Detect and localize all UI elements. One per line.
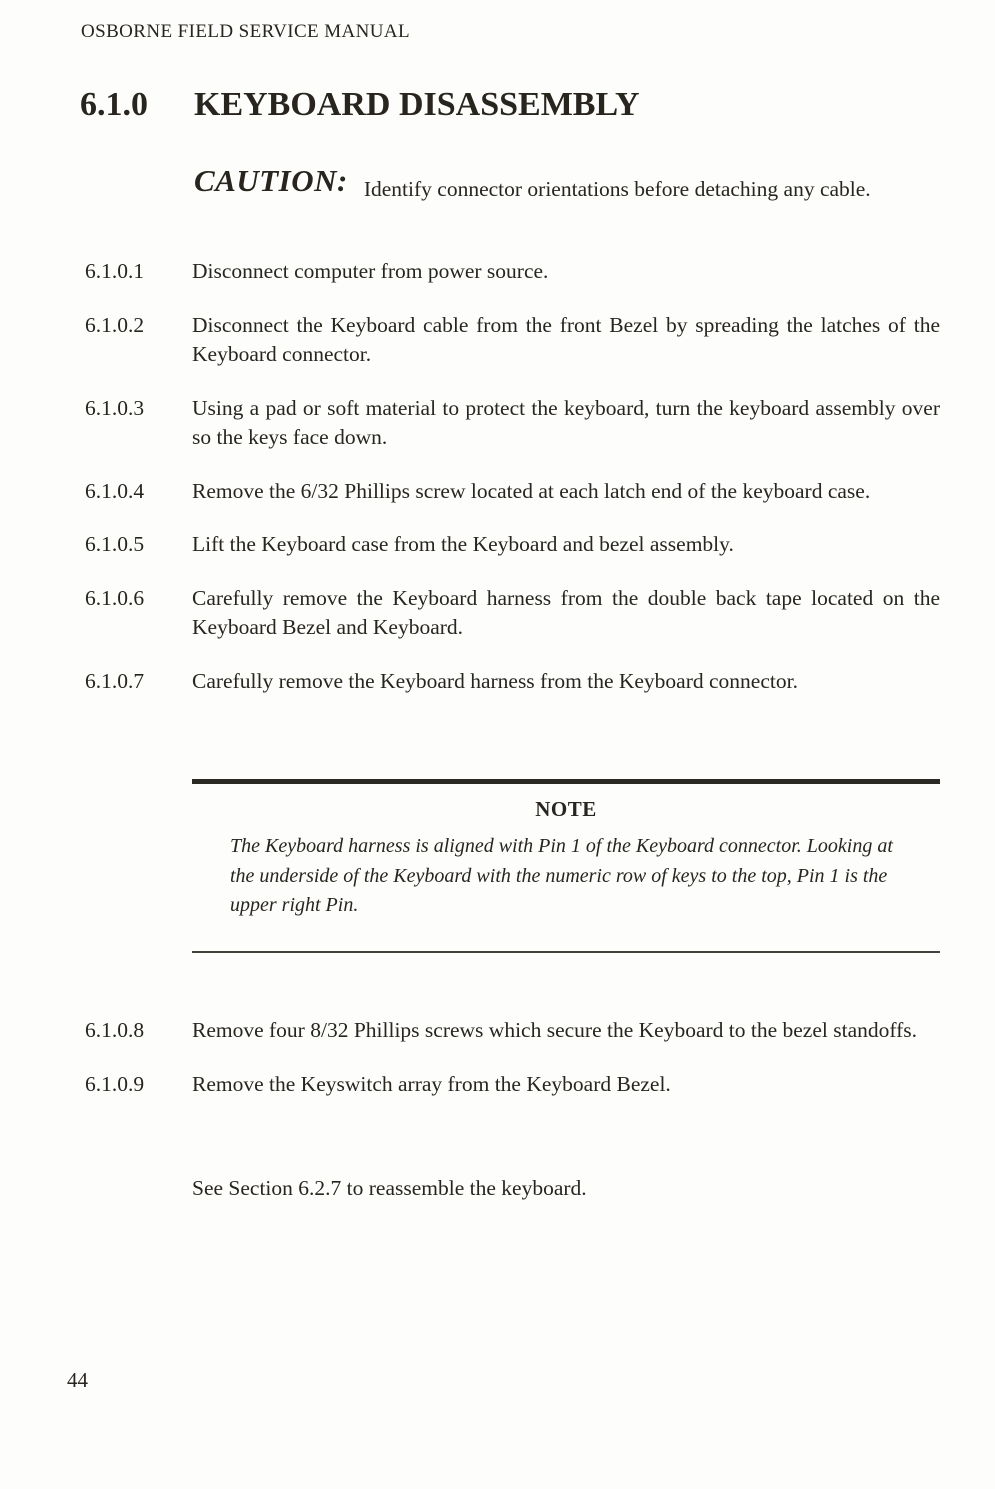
step-6-1-0-3 <box>85 394 940 453</box>
step-6-1-0-2 <box>85 311 940 370</box>
step-text: Disconnect the Keyboard cable from the front Bezel by spreading the latches of the Keyboard connector. <box>192 312 940 366</box>
step-number: 6.1.0.4 <box>85 478 145 503</box>
step-number: 6.1.0.5 <box>85 532 145 556</box>
step-6-1-0-5 <box>85 530 940 560</box>
step-text: Remove four 8/32 Phillips screws which secure the Keyboard to the bezel standoffs. <box>192 1018 918 1042</box>
step-number: 6.1.0.6 <box>85 585 145 610</box>
closing-line: See Section 6.2.7 to reassemble the keyboard. <box>192 1176 587 1200</box>
step-number: 6.1.0.7 <box>85 668 145 693</box>
note-bottom-rule <box>192 951 940 953</box>
step-6-1-0-7 <box>85 667 940 697</box>
step-6-1-0-8 <box>85 1016 940 1046</box>
step-6-1-0-6 <box>85 584 940 643</box>
note-label: NOTE <box>535 797 597 821</box>
step-text: Remove the Keyswitch array from the Keyboard Bezel. <box>192 1071 671 1096</box>
note-text: The Keyboard harness is aligned with Pin 1 of the Keyboard connector. Looking at the underside of the Keyboard with the numeric row of keys to the top, Pin 1 is the upper right Pin. <box>230 835 893 916</box>
step-6-1-0-4 <box>85 477 940 507</box>
caution-text: Identify connector orientations before detaching any cable. <box>363 177 871 201</box>
step-text: Carefully remove the Keyboard harness from the double back tape located on the Keyboard Bezel and Keyboard. <box>192 585 940 639</box>
step-list-after-note <box>85 1016 940 1123</box>
step-list-before-note <box>85 257 940 720</box>
running-header: OSBORNE FIELD SERVICE MANUAL <box>81 21 410 42</box>
section-heading <box>80 86 640 124</box>
step-number: 6.1.0.8 <box>85 1018 145 1042</box>
caution-label: CAUTION: <box>194 163 348 198</box>
step-text: Carefully remove the Keyboard harness from the Keyboard connector. <box>192 668 798 693</box>
step-6-1-0-9 <box>85 1070 940 1100</box>
step-text: Remove the 6/32 Phillips screw located at each latch end of the keyboard case. <box>192 478 871 503</box>
step-text: Lift the Keyboard case from the Keyboard and bezel assembly. <box>192 532 734 556</box>
note-block <box>192 779 940 953</box>
section-title: KEYBOARD DISASSEMBLY <box>194 86 640 123</box>
note-top-rule <box>192 779 940 784</box>
step-number: 6.1.0.9 <box>85 1071 145 1096</box>
step-text: Disconnect computer from power source. <box>192 259 549 283</box>
caution-block <box>194 163 916 205</box>
section-number: 6.1.0 <box>80 86 148 123</box>
step-text: Using a pad or soft material to protect the keyboard, turn the keyboard assembly over so the keys face down. <box>192 395 940 449</box>
step-number: 6.1.0.2 <box>85 312 145 337</box>
step-6-1-0-1 <box>85 257 940 287</box>
step-number: 6.1.0.3 <box>85 395 145 420</box>
page-number: 44 <box>67 1368 88 1392</box>
step-number: 6.1.0.1 <box>85 259 145 283</box>
